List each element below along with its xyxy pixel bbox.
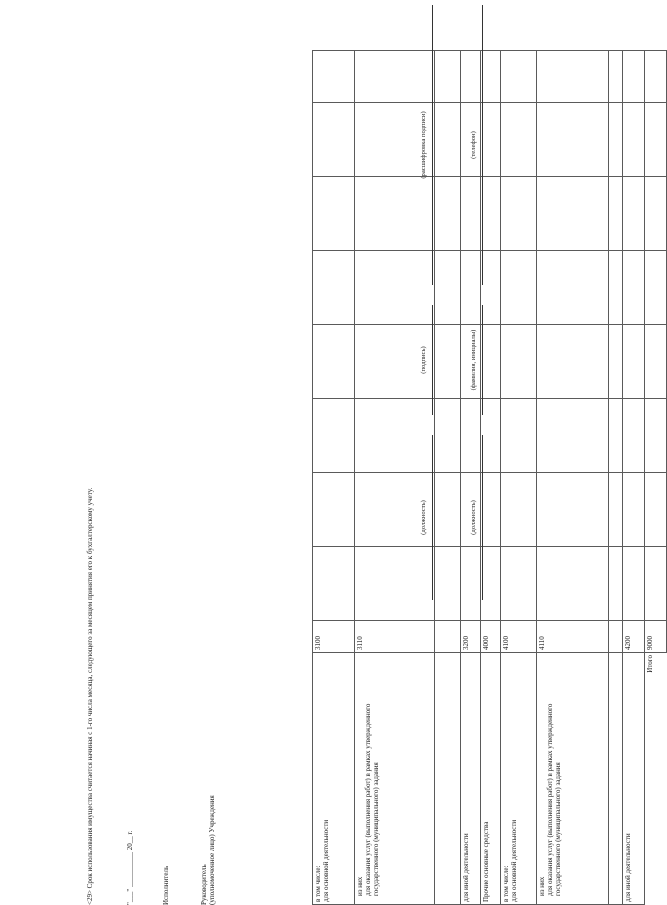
- executor-position-hint: (должность): [470, 500, 477, 535]
- executor-phone-line: [482, 5, 483, 285]
- row-label: в том числе: для основной деятельности: [313, 653, 355, 905]
- row-label: в том числе: для основной деятельности: [501, 653, 537, 905]
- row-label: из них для оказания услуг (выполнения работ) в рамках утвержденного государственного (муниципального) задания: [537, 653, 609, 905]
- executor-name-line: [482, 305, 483, 415]
- table-row: [313, 51, 355, 905]
- date-line: "___" __________ 20__ г.: [126, 830, 134, 905]
- row-label: для иной деятельности: [461, 653, 481, 905]
- row-code: 3100: [313, 621, 355, 653]
- row-label: Прочие основные средства: [481, 653, 501, 905]
- table-row: [537, 51, 609, 905]
- row-label: из них для оказания услуг (выполнения работ) в рамках утвержденного государственного (муниципального) задания: [355, 653, 435, 905]
- row-code: 4200: [623, 621, 645, 653]
- total-label: Итого: [645, 653, 667, 905]
- head-decoding-hint: (расшифровка подписи): [420, 111, 427, 179]
- executor-name-hint: (фамилия, инициалы): [470, 329, 477, 391]
- table-row: [623, 51, 645, 905]
- head-signature-line: [432, 305, 433, 415]
- executor-phone-hint: (телефон): [470, 131, 477, 159]
- head-position-line: [432, 435, 433, 600]
- executor-position-line: [482, 435, 483, 600]
- total-code: 9000: [645, 621, 667, 653]
- row-code: 4110: [537, 621, 609, 653]
- head-decoding-line: [432, 5, 433, 285]
- table-row: [481, 51, 501, 905]
- row-code: 4000: [481, 621, 501, 653]
- head-position-hint: (должность): [420, 500, 427, 535]
- table-total-row: [645, 51, 667, 905]
- footnote: <29> Срок использования имущества считается начиная с 1-го числа месяца, следующего за месяцем принятия его к бухгалтерскому учету.: [86, 487, 94, 905]
- property-table: [312, 50, 667, 905]
- row-label: для иной деятельности: [623, 653, 645, 905]
- row-code: 3110: [355, 621, 435, 653]
- table-row: [609, 51, 623, 905]
- row-code: 4100: [501, 621, 537, 653]
- row-code: 3200: [461, 621, 481, 653]
- head-label: Руководитель (уполномоченное лицо) Учреждения: [200, 795, 217, 905]
- executor-label: Исполнитель: [162, 865, 170, 905]
- table-row: [435, 51, 461, 905]
- head-signature-hint: (подпись): [420, 346, 427, 374]
- table-row: [501, 51, 537, 905]
